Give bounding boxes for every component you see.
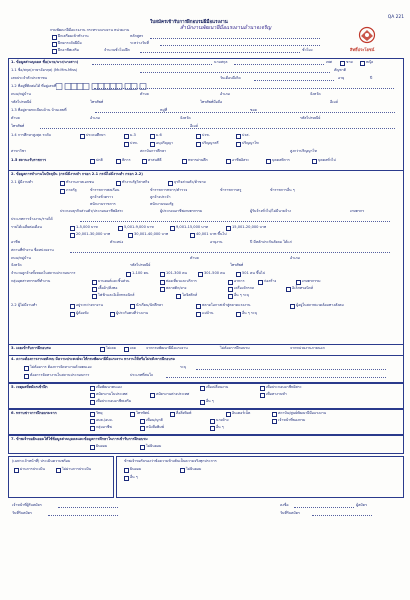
job-type-field[interactable] xyxy=(80,221,390,222)
checkbox-ind-7[interactable] xyxy=(228,287,233,292)
checkbox-s4-1[interactable] xyxy=(24,374,29,379)
type-upgrade-label: ฝึกยกระดับฝีมือ xyxy=(58,41,82,45)
age-label: อายุ xyxy=(338,76,345,80)
email-label-2: อีเมล์ xyxy=(190,124,198,128)
unemp-opt-2: พลาดโอกาสเข้าสู่ตลาดแรงงาน xyxy=(202,303,251,307)
consent-opt-1: ไม่ยินยอม xyxy=(186,467,202,471)
checkbox-s5-4[interactable] xyxy=(90,393,95,398)
s4-interest-field[interactable] xyxy=(166,377,386,378)
workplace-opt-2: ลูกจ้างประจำ xyxy=(150,195,171,199)
industry-label: กลุ่มอุตสาหกรรมที่ทำงาน xyxy=(11,279,51,283)
emp-opt-1: ทำงานรัฐวิสาหกิจ xyxy=(122,180,150,184)
checkbox-s5-6[interactable] xyxy=(90,400,95,405)
hours-unit: ชั่วโมง xyxy=(302,48,313,52)
checkbox-ind-6[interactable] xyxy=(160,287,165,292)
course-field[interactable] xyxy=(150,38,320,39)
checkbox-s6-7[interactable] xyxy=(90,419,95,424)
status-opt-5: บุคคลพิการ xyxy=(272,158,290,162)
staff-date-label: วันที่รับสมัคร xyxy=(12,511,32,515)
checkbox-salary-2[interactable] xyxy=(170,226,175,231)
unemployed-label: 2.2 ผู้ไม่มีงานทำ xyxy=(11,303,38,307)
checkbox-edu-6[interactable] xyxy=(150,142,155,147)
checkbox-type-extra[interactable] xyxy=(52,49,57,54)
checkbox-salary-5[interactable] xyxy=(128,233,133,238)
checkbox-unemp-5[interactable] xyxy=(110,312,115,317)
checkbox-s5-3[interactable] xyxy=(260,393,265,398)
status-label: 1.5 สถานะรับราชการ xyxy=(11,158,47,162)
staff-opt-1: ไม่ผ่านการประเมิน xyxy=(62,467,92,471)
type-prep-label: ฝึกเตรียมเข้าทำงาน xyxy=(58,34,89,38)
s5-opt-6: เพื่อประกอบอาชีพเสริม xyxy=(96,399,132,403)
inst-label: สถาบันการศึกษา xyxy=(140,149,167,153)
ind-opt-3: ก่อสร้าง xyxy=(264,279,277,283)
edu-opt-3: ปวช. xyxy=(202,133,210,137)
status-opt-4: อาชีพอิสระ xyxy=(232,158,250,162)
checkbox-staff-0[interactable] xyxy=(14,468,19,473)
phone-label-2: โทรศัพท์ xyxy=(11,124,25,128)
edu-opt-6: อนุปริญญา xyxy=(156,141,173,145)
checkbox-salary-3[interactable] xyxy=(226,226,231,231)
s5-opt-7: อื่น ๆ xyxy=(206,399,214,403)
checkbox-status-3[interactable] xyxy=(182,159,187,164)
dept-value: สำนักงานพัฒนาฝีมือแรงงานอำนาจเจริญ xyxy=(180,25,272,31)
checkbox-edu-2[interactable] xyxy=(150,134,155,139)
birth-field[interactable] xyxy=(254,80,334,81)
checkbox-salary-4[interactable] xyxy=(70,233,75,238)
addr-reg-field[interactable] xyxy=(94,88,394,89)
amphoe-label-2: อำเภอ xyxy=(90,116,100,120)
course-label: หลักสูตร xyxy=(130,34,144,38)
staff-sign-label: เจ้าหน้าที่ผู้รับสมัคร xyxy=(12,503,42,507)
status-opt-1: พิการ xyxy=(122,158,131,162)
other-opt-0: ประกอบธุรกิจส่วนตัว/ประกอบอาชีพอิสระ xyxy=(60,209,124,213)
age-unit: ปี xyxy=(370,76,373,80)
date-field[interactable] xyxy=(160,45,320,46)
checkbox-staff-1[interactable] xyxy=(56,468,61,473)
dept-label-2: ตำแหน่ง xyxy=(110,240,124,244)
s4-opt-2: ต้องการจัดหางานในสถานประกอบการ xyxy=(30,373,90,377)
checkbox-unemp-1[interactable] xyxy=(130,304,135,309)
checkbox-ind-11[interactable] xyxy=(228,294,233,299)
eng-name-field[interactable] xyxy=(140,72,330,73)
checkbox-edu-8[interactable] xyxy=(236,142,241,147)
checkbox-s6-1[interactable] xyxy=(130,412,135,417)
checkbox-s6-3[interactable] xyxy=(226,412,231,417)
workplace-opt-6: ข้าราชการทหาร/ตำรวจ xyxy=(150,188,188,192)
edu-opt-9: สูงกว่าปริญญาโท xyxy=(290,149,317,153)
checkbox-s4-0[interactable] xyxy=(24,366,29,371)
phone-label-3: โทรศัพท์ xyxy=(230,263,244,267)
consent-text: ข้าพเจ้าขอรับรองว่าข้อความข้างต้นเป็นความจริงทุกประการ xyxy=(124,459,217,463)
workplace-opt-4: พนักงานของรัฐ xyxy=(150,202,174,206)
tambon-label: ตำบล xyxy=(140,92,149,96)
checkbox-status-2[interactable] xyxy=(142,159,147,164)
checkbox-s6-8[interactable] xyxy=(140,426,145,431)
checkbox-emp-size-2[interactable] xyxy=(198,272,203,277)
checkbox-status-5[interactable] xyxy=(266,159,271,164)
sign-field[interactable] xyxy=(294,507,354,508)
checkbox-s5-7[interactable] xyxy=(200,400,205,405)
s6-opt-5: เพื่อน/ญาติ xyxy=(146,418,163,422)
s4-note-2: ประเภทที่สนใจ xyxy=(130,373,153,377)
firstname-field[interactable] xyxy=(92,64,212,65)
employees-label: จำนวนลูกจ้างทั้งหมดในสถานประกอบการ xyxy=(11,271,76,275)
checkbox-edu-4[interactable] xyxy=(236,134,241,139)
province-label-2: จังหวัด xyxy=(180,116,191,120)
s6-opt-7: อบต./อบจ. xyxy=(96,418,113,422)
tambon-label-2: ตำบล xyxy=(11,116,20,120)
emp-opt-2: ธุรกิจส่วนตัว/ค้าขาย xyxy=(174,180,206,184)
edu-opt-7: ปริญญาตรี xyxy=(202,141,219,145)
checkbox-consent-0[interactable] xyxy=(124,468,129,473)
workplace-opt-8: ข้าราชการอื่น ๆ xyxy=(270,188,295,192)
form-code: QA 221 xyxy=(387,15,404,20)
checkbox-workplace-0[interactable] xyxy=(60,189,65,194)
s5-opt-5: สมัครงานต่างประเทศ xyxy=(156,392,190,396)
workplace-label: สถานที่ทำงาน ชื่อหน่วยงาน xyxy=(11,248,54,252)
checkbox-s5-2[interactable] xyxy=(260,386,265,391)
id-label: เลขประจำตัวประชาชน xyxy=(11,76,47,80)
hours-field[interactable] xyxy=(140,52,300,53)
workplace-opt-0: ภาครัฐ xyxy=(66,188,77,192)
s5-opt-2: เพื่อประกอบอาชีพอิสระ xyxy=(266,385,302,389)
mobile-label: โทรศัพท์มือถือ xyxy=(200,100,223,104)
s6-opt-10: กลุ่มอาชีพ xyxy=(96,425,112,429)
s4-opt-1: ไม่ต้องการ ต้องการจัดหางานด้วยตนเอง xyxy=(30,365,92,369)
checkbox-status-0[interactable] xyxy=(90,159,95,164)
emp-opt-0: ทำงานภาคเอกชน xyxy=(66,180,94,184)
province-label-3: จังหวัด xyxy=(11,263,22,267)
salary-opt-6: 40,001 บาท ขึ้นไป xyxy=(196,232,227,236)
ind-opt-9: ไฟฟ้าและอิเล็กทรอนิกส์ xyxy=(98,293,135,297)
checkbox-unemp-0[interactable] xyxy=(70,304,75,309)
employed-label: 2.1 ผู้มีงานทำ xyxy=(11,180,33,184)
ind-opt-4: เกษตรกรรม xyxy=(302,279,321,283)
sign-label: ลงชื่อ xyxy=(280,503,289,507)
salary-opt-3: 15,001-20,000 บาท xyxy=(232,225,267,229)
s6-opt-1: โทรทัศน์ xyxy=(136,411,150,415)
edu-opt-2: ม.6 xyxy=(156,133,162,137)
dsd-logo xyxy=(352,26,382,48)
checkbox-s7-1[interactable] xyxy=(140,445,145,450)
status-opt-0: ปกติ xyxy=(96,158,103,162)
s6-opt-3: อินเตอร์เน็ต xyxy=(232,411,251,415)
checkbox-edu-3[interactable] xyxy=(196,134,201,139)
workplace-opt-1: ลูกจ้างชั่วคราว xyxy=(90,195,114,199)
checkbox-s6-9[interactable] xyxy=(272,419,277,424)
s4-note-1: ระบุ xyxy=(180,365,187,369)
staff-opt-0: ผ่านการประเมิน xyxy=(20,467,45,471)
checkbox-salary-6[interactable] xyxy=(190,233,195,238)
checkbox-ind-0[interactable] xyxy=(92,280,97,285)
checkbox-ind-5[interactable] xyxy=(92,287,97,292)
checkbox-unemp-6[interactable] xyxy=(196,312,201,317)
checkbox-consent-1[interactable] xyxy=(180,468,185,473)
province-label: จังหวัด xyxy=(310,92,321,96)
ind-opt-1: ท่องเที่ยวและบริการ xyxy=(166,279,197,283)
checkbox-s6-10[interactable] xyxy=(90,426,95,431)
checkbox-edu-1[interactable] xyxy=(124,134,129,139)
edu-opt-5: ปวท. xyxy=(130,141,138,145)
workplace-field[interactable] xyxy=(70,252,390,253)
section-news-source xyxy=(8,409,404,435)
status-opt-3: ทหารผ่านศึก xyxy=(188,158,208,162)
s5-opt-0: เพื่อพัฒนาตนเอง xyxy=(96,385,122,389)
dept-label: กรมพัฒนาฝีมือแรงงาน กระทรวงแรงงาน หน่วยงาน xyxy=(50,28,130,32)
workplace-opt-5: ข้าราชการพลเรือน xyxy=(90,188,120,192)
checkbox-s5-1[interactable] xyxy=(200,386,205,391)
eng-name-label: 1.1 ชื่อ/สกุล(ภาษาอังกฤษ) (Mr.Mrs.Miss) xyxy=(11,68,78,72)
form-title: ใบสมัครเข้ารับการฝึกอบรมฝีมือแรงงาน xyxy=(150,20,228,25)
workplace-opt-7: ข้าราชการครู xyxy=(220,188,242,192)
s3-opt-3: ไม่ต้องการฝึกอบรม xyxy=(220,346,250,350)
checkbox-emp-2[interactable] xyxy=(168,181,173,186)
ind-opt-0: ยานยนต์และชิ้นส่วน xyxy=(98,279,130,283)
checkbox-s7-0[interactable] xyxy=(90,445,95,450)
date-label: ระหว่างวันที่ xyxy=(130,41,149,45)
s6-opt-8: หนังสือพิมพ์ xyxy=(146,425,165,429)
s7-title: 7. ข้าพเจ้าขอยินยอมให้ใช้ข้อมูลส่วนบุคคลและข้อมูลการศึกษาในการเข้ารับการฝึกอบรม xyxy=(11,437,148,441)
s6-opt-6: นายจ้าง xyxy=(216,418,229,422)
s6-title: 6. ทราบข่าวการฝึกอบรมจาก xyxy=(11,411,57,415)
edu-opt-4: ปวส. xyxy=(242,133,250,137)
other-opt-3: เกษตรกร xyxy=(350,209,365,213)
edu-opt-1: ม.3 xyxy=(130,133,136,137)
addr-cur-field[interactable] xyxy=(95,112,395,113)
staff-title: (เฉพาะเจ้าหน้าที่) ประเมินความพร้อม xyxy=(12,459,71,463)
job-type-label: ประเภทการจ้างงาน/รายได้ xyxy=(11,217,53,221)
unemp-opt-0: อยู่ระหว่างหางาน xyxy=(76,303,103,307)
type-extra-label: ฝึกอาชีพเสริม xyxy=(58,48,79,52)
s5-opt-3: เพื่อหางานทำ xyxy=(266,392,287,396)
ind-opt-2: อาหาร xyxy=(234,279,245,283)
checkbox-s5-5[interactable] xyxy=(150,393,155,398)
s6-opt-2: สื่อสิ่งพิมพ์ xyxy=(176,411,192,415)
s3-title: 3. เคยเข้ารับการฝึกอบรม xyxy=(11,346,51,350)
checkbox-ind-8[interactable] xyxy=(286,287,291,292)
unemp-opt-1: นักเรียน/นักศึกษา xyxy=(136,303,164,307)
unemp-opt-4: ผู้ต้องขัง xyxy=(76,311,89,315)
checkbox-emp-size-3[interactable] xyxy=(236,272,241,277)
status-opt-6: บุคคลทั่วไป xyxy=(318,158,336,162)
zip-label-2: รหัสไปรษณีย์ xyxy=(300,116,321,120)
edu-opt-0: ประถมศึกษา xyxy=(86,133,106,137)
s4-note-field[interactable] xyxy=(196,369,386,370)
checkbox-unemp-7[interactable] xyxy=(236,312,241,317)
edu-label: 1.4 การศึกษาสูงสุด ระดับ xyxy=(11,133,51,137)
s2-title: 2. ข้อมูลการทำงานในปัจจุบัน (กรณีมีงานทำ กรอก 2.1 กรณีไม่มีงานทำ กรอก 2.2) xyxy=(11,172,143,176)
consent-opt-2: อื่น ๆ xyxy=(130,475,138,479)
checkbox-emp-size-1[interactable] xyxy=(160,272,165,277)
checkbox-unemp-2[interactable] xyxy=(196,304,201,309)
s5-opt-4: สมัครงานในประเทศ xyxy=(96,392,128,396)
email-label: อีเมล์ xyxy=(330,100,338,104)
salary-label: รายได้เฉลี่ยต่อเดือน xyxy=(11,225,42,229)
s1-title: 1. ข้อมูลส่วนบุคคล ชื่อ(นาย/นาง/นางสาว) xyxy=(11,60,79,64)
ind-opt-11: อื่น ๆ ระบุ xyxy=(234,293,249,297)
position-label: อาชีพ xyxy=(11,240,20,244)
moo-label: หมู่ที่ xyxy=(160,108,168,112)
ind-opt-6: พลาสติก/ยาง xyxy=(166,286,187,290)
emp-size-0: 1-100 คน xyxy=(132,271,149,275)
years-label: อายุงาน xyxy=(210,240,223,244)
checkbox-male[interactable] xyxy=(340,61,345,66)
checkbox-edu-5[interactable] xyxy=(124,142,129,147)
s3-opt-1: เคย xyxy=(130,346,136,350)
sign-date-label: วันที่รับสมัคร xyxy=(280,511,300,515)
checkbox-s3-1[interactable] xyxy=(124,347,129,352)
checkbox-ind-10[interactable] xyxy=(176,294,181,299)
checkbox-s6-2[interactable] xyxy=(170,412,175,417)
s7-opt-1: ไม่ยินยอม xyxy=(146,444,162,448)
emp-size-2: 301-500 คน xyxy=(204,271,226,275)
checkbox-status-4[interactable] xyxy=(226,159,231,164)
phone-label: โทรศัพท์ xyxy=(90,100,104,104)
checkbox-ind-2[interactable] xyxy=(228,280,233,285)
checkbox-ind-4[interactable] xyxy=(296,280,301,285)
addr-reg-label: 1.2 ที่อยู่ที่ติดต่อได้ ที่อยู่เลขที่ xyxy=(11,84,57,88)
consent-opt-0: ยินยอม xyxy=(130,467,142,471)
checkbox-salary-0[interactable] xyxy=(70,226,75,231)
checkbox-s6-6[interactable] xyxy=(210,419,215,424)
checkbox-s5-0[interactable] xyxy=(90,386,95,391)
checkbox-consent-2[interactable] xyxy=(124,476,129,481)
logo-text: สิทธิ์ประโยชน์ xyxy=(350,47,375,52)
other-opt-2: ผู้รับจ้างทั่วไป/ไม่มีนายจ้าง xyxy=(250,209,291,213)
soi-label: ซอย xyxy=(250,108,257,112)
checkbox-ind-3[interactable] xyxy=(258,280,263,285)
sign-date-field[interactable] xyxy=(312,515,372,516)
s3-opt-0: ไม่เคย xyxy=(106,346,116,350)
zip-label-3: รหัสไปรษณีย์ xyxy=(130,263,151,267)
major-label: สาขาวิชา xyxy=(11,149,27,153)
unemp-opt-3: ผู้อยู่ในสภาพแวดล้อมทางสังคม xyxy=(296,303,344,307)
s4-title: 4. ความต้องการงานหลังจบ มีความประสงค์จะให้กรมพัฒนาฝีมือแรงงาน หางานให้หรือไม่หลังจากฝึกอบรม xyxy=(11,357,176,361)
birth-label: วันเดือนปีเกิด xyxy=(220,76,241,80)
amphoe-label-3: อำเภอ xyxy=(290,256,300,260)
signer-label: ผู้สมัคร xyxy=(356,503,368,507)
checkbox-ind-9[interactable] xyxy=(92,294,97,299)
checkbox-unemp-3[interactable] xyxy=(290,304,295,309)
s5-opt-1: เพื่อเปลี่ยนงาน xyxy=(206,385,229,389)
checkbox-s6-0[interactable] xyxy=(90,412,95,417)
s6-opt-0: วิทยุ xyxy=(96,411,103,415)
checkbox-unemp-4[interactable] xyxy=(70,312,75,317)
checkbox-edu-7[interactable] xyxy=(196,142,201,147)
ind-opt-10: โลจิสติกส์ xyxy=(182,293,198,297)
unemp-opt-5: ผู้ประกันตนที่ว่างงาน xyxy=(116,311,149,315)
amphoe-label: อำเภอ xyxy=(220,92,230,96)
unemp-opt-6: แม่บ้าน xyxy=(202,311,214,315)
s6-opt-11: อื่น ๆ xyxy=(216,425,224,429)
checkbox-ind-1[interactable] xyxy=(160,280,165,285)
checkbox-female[interactable] xyxy=(360,61,365,66)
s6-opt-9: เจ้าหน้าที่ของกรม xyxy=(278,418,306,422)
checkbox-edu-0[interactable] xyxy=(80,134,85,139)
checkbox-type-prep[interactable] xyxy=(52,35,57,40)
ind-opt-8: อิเล็กทรอนิกส์ xyxy=(292,286,314,290)
ind-opt-5: เสื้อผ้า/สิ่งทอ xyxy=(98,286,118,290)
emp-size-3: 501 คน ขึ้นไป xyxy=(242,271,266,275)
other-opt-1: ผู้ประกอบอาชีพเกษตรกรรม xyxy=(160,209,203,213)
unemp-opt-7: อื่น ๆ ระบุ xyxy=(242,311,257,315)
zip-label: รหัสไปรษณีย์ xyxy=(11,100,32,104)
addr-cur-label: 1.3 ที่อยู่ตามทะเบียนบ้าน บ้านเลขที่ xyxy=(11,108,67,112)
checkbox-emp-1[interactable] xyxy=(116,181,121,186)
salary-opt-5: 30,001-40,000 บาท xyxy=(134,232,169,236)
staff-date-field[interactable] xyxy=(48,515,118,516)
salary-opt-0: 1-5,000 บาท xyxy=(76,225,98,229)
edu-opt-8: ปริญญาโท xyxy=(242,141,259,145)
salary-opt-2: 9,001-15,000 บาท xyxy=(176,225,208,229)
s6-opt-4: สถาบัน/ศูนย์พัฒนาฝีมือแรงงาน xyxy=(278,411,327,415)
surname-label: นามสกุล xyxy=(214,60,228,64)
workplace-opt-3: พนักงานราชการ xyxy=(90,202,116,206)
road-label: ถนน/หมู่บ้าน xyxy=(11,92,31,96)
checkbox-type-upgrade[interactable] xyxy=(52,42,57,47)
hours-label: จำนวนชั่วโมงฝึก xyxy=(104,48,130,52)
contact-field[interactable] xyxy=(40,128,395,129)
checkbox-salary-1[interactable] xyxy=(118,226,123,231)
s3-opt-2: จากกรมพัฒนาฝีมือแรงงาน xyxy=(146,346,188,350)
sex-label: เพศ xyxy=(326,60,332,64)
male-label: ชาย xyxy=(346,60,353,64)
checkbox-s6-11[interactable] xyxy=(210,426,215,431)
salary-opt-4: 20,001-30,000 บาท xyxy=(76,232,111,236)
surname-field[interactable] xyxy=(234,64,324,65)
checkbox-s3-0[interactable] xyxy=(100,347,105,352)
section-employment xyxy=(8,170,404,345)
nationality-label: สัญชาติ xyxy=(334,68,347,72)
road-label-2: ถนน/หมู่บ้าน xyxy=(11,256,31,260)
checkbox-status-6[interactable] xyxy=(312,159,317,164)
s7-opt-0: ยินยอม xyxy=(96,444,108,448)
status-opt-2: ศาสนพิธี xyxy=(148,158,162,162)
checkbox-emp-0[interactable] xyxy=(60,181,65,186)
s3-opt-4: จากหน่วยงานภายนอก xyxy=(290,346,325,350)
tambon-label-3: ตำบล xyxy=(190,256,199,260)
years-unit: ปี มีหลักประกันสังคม ได้แก่ xyxy=(250,240,292,244)
s5-title: 5. เหตุผลที่สมัครเข้าฝึก xyxy=(11,385,48,389)
checkbox-emp-size-0[interactable] xyxy=(126,272,131,277)
checkbox-s6-5[interactable] xyxy=(140,419,145,424)
emp-size-1: 101-300 คน xyxy=(166,271,188,275)
checkbox-status-1[interactable] xyxy=(116,159,121,164)
salary-opt-1: 5,001-9,000 บาท xyxy=(124,225,154,229)
checkbox-s6-4[interactable] xyxy=(272,412,277,417)
staff-sign-field[interactable] xyxy=(58,507,118,508)
female-label: หญิง xyxy=(366,60,374,64)
ind-opt-7: เครื่องจักรกล xyxy=(234,286,255,290)
